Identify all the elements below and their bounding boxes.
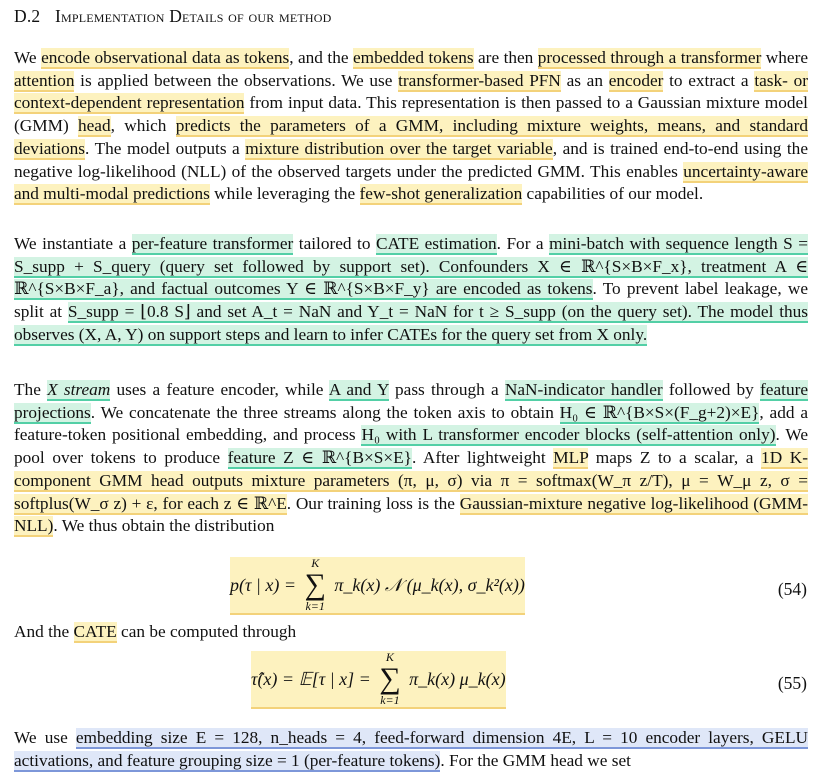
highlight-green: mini-batch with sequence length S = S_supp + S_query (query set followed by support set). Confounders X ∈ ℝ^{S×B×F_x}, treatment A ∈ ℝ^{S×B×F_a}, and factual outcomes Y ∈ ℝ^{S×B×F_y} are encoded as tokens bbox=[14, 234, 808, 299]
summation bbox=[305, 557, 326, 613]
highlight-green: feature Z ∈ ℝ^{B×S×E} bbox=[227, 448, 412, 468]
text: . Our training loss is the bbox=[286, 493, 460, 513]
highlight-yellow: task- or context-dependent representation bbox=[14, 70, 808, 113]
text: We bbox=[14, 48, 42, 67]
equation-54-body bbox=[230, 557, 525, 613]
highlight-yellow: predicts the parameters of a GMM, including mixture weights, means, and standard deviations bbox=[14, 116, 809, 158]
highlight-green: S_supp = ⌊0.8 S⌋ and set A_t = NaN and Y_t = NaN for t ≥ S_supp (on the query set). The model thus observes (X, A, Y) on support steps and learn to infer CATEs for the query set from X only. bbox=[14, 302, 809, 344]
text: . We thus obtain the distribution bbox=[53, 516, 275, 536]
text: from input data. This representation is then passed to a Gaussian mixture model (GMM) bbox=[14, 93, 808, 136]
equation-number: (54) bbox=[777, 579, 807, 599]
equation-rhs: π_k(x) μ_k(x) bbox=[409, 668, 506, 689]
text: uses a feature encoder, while bbox=[110, 380, 329, 399]
summation bbox=[379, 651, 400, 707]
highlight-green: NaN-indicator handler bbox=[504, 380, 663, 399]
highlight-blue: embedding size E = 128, n_heads = 4, feed-forward dimension 4E, L = 10 encoder layers, GELU activations, and feature grouping size = 1 (per-feature tokens) bbox=[14, 728, 808, 770]
text: tailored to bbox=[293, 234, 376, 253]
equation-lhs: τ̂(x) = 𝔼[τ | x] = bbox=[251, 668, 371, 689]
text: , which bbox=[110, 116, 176, 136]
text: . We concatenate the three streams along the token axis to obtain bbox=[90, 402, 560, 422]
sum-lower-limit: k=1 bbox=[305, 599, 325, 613]
section-number: D.2 bbox=[14, 6, 41, 26]
section-heading bbox=[14, 6, 332, 27]
text: to extract a bbox=[663, 70, 755, 90]
highlight-yellow: processed through a transformer bbox=[537, 48, 762, 67]
highlight-green: X stream bbox=[47, 380, 111, 399]
highlight-yellow: uncertainty-aware and multi-modal predictions bbox=[14, 161, 808, 204]
text: . After lightweight bbox=[411, 448, 554, 468]
text: , and is trained end-to-end using the negative log-likelihood (NLL) of the observed targets under the predicted GMM. This enables bbox=[14, 138, 808, 181]
text: can be computed through bbox=[116, 622, 297, 641]
paragraph-cate bbox=[14, 621, 296, 644]
sum-upper-limit: K bbox=[311, 556, 320, 570]
text: as an bbox=[560, 70, 609, 90]
text: . For the GMM head we set bbox=[440, 750, 631, 770]
highlight-yellow: 1D K-component GMM head outputs mixture parameters (π, μ, σ) via π = softmax(W_π z/T), μ = W_μ z, σ = softplus(W_σ z) + ε, for each z ∈ ℝ^E bbox=[14, 448, 808, 513]
section-title: Implementation Details of our method bbox=[54, 6, 332, 26]
text: . For a bbox=[496, 234, 550, 253]
text: We instantiate a bbox=[14, 234, 132, 253]
highlight-yellow: Gaussian-mixture negative log-likelihood (GMM-NLL) bbox=[14, 493, 808, 536]
highlight-yellow: attention bbox=[14, 70, 75, 90]
sigma-symbol: ∑ bbox=[379, 662, 401, 695]
paragraph-hyperparameters bbox=[14, 727, 808, 772]
highlight-green: feature projections bbox=[14, 380, 809, 422]
highlight-yellow: CATE bbox=[73, 622, 117, 641]
text: pass through a bbox=[388, 380, 505, 399]
highlight-green: CATE estimation bbox=[375, 234, 497, 253]
sum-upper-limit: K bbox=[385, 650, 394, 664]
equation-54 bbox=[0, 557, 827, 617]
paragraph-streams bbox=[14, 379, 808, 538]
highlight-yellow: head bbox=[78, 116, 111, 136]
highlight-green: per-feature transformer bbox=[131, 234, 294, 253]
highlight-yellow: MLP bbox=[553, 448, 589, 468]
text: . The model outputs a bbox=[85, 138, 246, 158]
equation-55-body bbox=[251, 651, 506, 707]
equation-55 bbox=[0, 651, 827, 711]
highlight-yellow: embedded tokens bbox=[352, 48, 474, 67]
highlight-green: H₀ ∈ ℝ^{B×S×(F_g+2)×E} bbox=[559, 402, 760, 422]
text: are then bbox=[473, 48, 538, 67]
highlight-yellow: transformer-based PFN bbox=[398, 70, 561, 90]
text: maps Z to a scalar, a bbox=[588, 448, 762, 468]
text: capabilities of our model. bbox=[522, 184, 704, 204]
sum-lower-limit: k=1 bbox=[380, 693, 400, 707]
text: The bbox=[14, 380, 48, 399]
sigma-symbol: ∑ bbox=[304, 568, 326, 601]
text: And the bbox=[14, 622, 74, 641]
highlight-yellow: few-shot generalization bbox=[359, 184, 523, 204]
highlight-yellow: encoder bbox=[608, 70, 664, 90]
paragraph-method-overview bbox=[14, 47, 808, 206]
highlight-yellow: encode observational data as tokens bbox=[41, 48, 290, 67]
paragraph-architecture bbox=[14, 233, 808, 347]
equation-rhs: π_k(x) 𝒩 (μ_k(x), σ_k²(x)) bbox=[334, 574, 525, 595]
equation-number: (55) bbox=[777, 673, 807, 693]
text: where bbox=[761, 48, 808, 67]
highlight-green: H₀ with L transformer encoder blocks (self-attention only) bbox=[361, 425, 776, 445]
highlight-yellow: mixture distribution over the target variable bbox=[245, 138, 553, 158]
text: , add a feature-token positional embedding, and process bbox=[14, 402, 808, 445]
text: while leveraging the bbox=[209, 184, 360, 204]
text: . To prevent label leakage, we split at bbox=[14, 279, 808, 322]
text: followed by bbox=[662, 380, 761, 399]
highlight-green: A and Y bbox=[328, 380, 389, 399]
text: is applied between the observations. We use bbox=[74, 70, 399, 90]
text: . We pool over tokens to produce bbox=[14, 425, 808, 468]
text: We use bbox=[14, 728, 76, 747]
equation-lhs: p(τ | x) = bbox=[230, 574, 297, 595]
text: , and the bbox=[289, 48, 353, 67]
